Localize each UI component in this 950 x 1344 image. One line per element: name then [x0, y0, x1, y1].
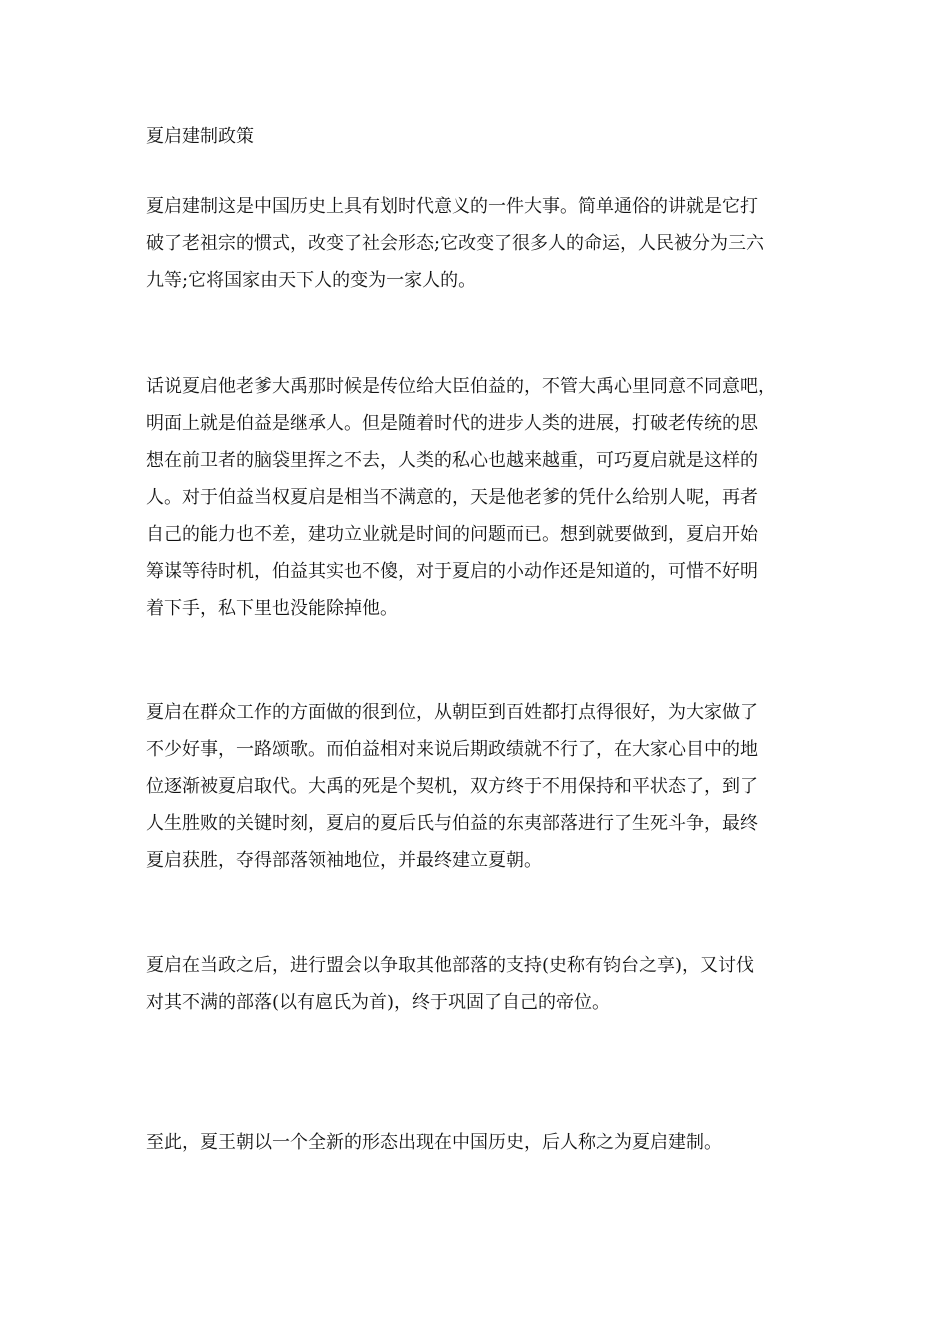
- text-line: 九等;它将国家由天下人的变为一家人的。: [146, 270, 477, 291]
- text-line: 着下手，私下里也没能除掉他。: [146, 598, 398, 619]
- document-title: 夏启建制政策: [146, 126, 254, 147]
- text-line: 对其不满的部落(以有扈氏为首)，终于巩固了自己的帝位。: [146, 992, 611, 1013]
- paragraph: [146, 368, 816, 627]
- text-line: 夏启建制这是中国历史上具有划时代意义的一件大事。简单通俗的讲就是它打: [146, 196, 758, 217]
- paragraph: [146, 188, 816, 299]
- text-line: 破了老祖宗的惯式，改变了社会形态;它改变了很多人的命运，人民被分为三六: [146, 233, 765, 254]
- text-line: 人生胜败的关键时刻，夏启的夏后氏与伯益的东夷部落进行了生死斗争，最终: [146, 813, 758, 834]
- paragraph: [146, 694, 816, 879]
- text-line: 夏启在当政之后，进行盟会以争取其他部落的支持(史称有钧台之享)，又讨伐: [146, 955, 755, 976]
- text-line: 夏启获胜，夺得部落领袖地位，并最终建立夏朝。: [146, 850, 542, 871]
- text-line: 夏启在群众工作的方面做的很到位，从朝臣到百姓都打点得很好，为大家做了: [146, 702, 758, 723]
- text-line: 位逐渐被夏启取代。大禹的死是个契机，双方终于不用保持和平状态了，到了: [146, 776, 758, 797]
- text-line: 至此，夏王朝以一个全新的形态出现在中国历史，后人称之为夏启建制。: [146, 1132, 722, 1153]
- text-line: 筹谋等待时机，伯益其实也不傻，对于夏启的小动作还是知道的，可惜不好明: [146, 561, 758, 582]
- text-line: 人。对于伯益当权夏启是相当不满意的，天是他老爹的凭什么给别人呢，再者: [146, 487, 758, 508]
- text-line: 话说夏启他老爹大禹那时候是传位给大臣伯益的，不管大禹心里同意不同意吧，: [146, 376, 776, 397]
- text-line: 明面上就是伯益是继承人。但是随着时代的进步人类的进展，打破老传统的思: [146, 413, 758, 434]
- text-line: 不少好事，一路颂歌。而伯益相对来说后期政绩就不行了，在大家心目中的地: [146, 739, 758, 760]
- paragraph: [146, 947, 816, 1021]
- text-line: 自己的能力也不差，建功立业就是时间的问题而已。想到就要做到，夏启开始: [146, 524, 758, 545]
- text-line: 想在前卫者的脑袋里挥之不去，人类的私心也越来越重，可巧夏启就是这样的: [146, 450, 758, 471]
- paragraph: [146, 1124, 816, 1161]
